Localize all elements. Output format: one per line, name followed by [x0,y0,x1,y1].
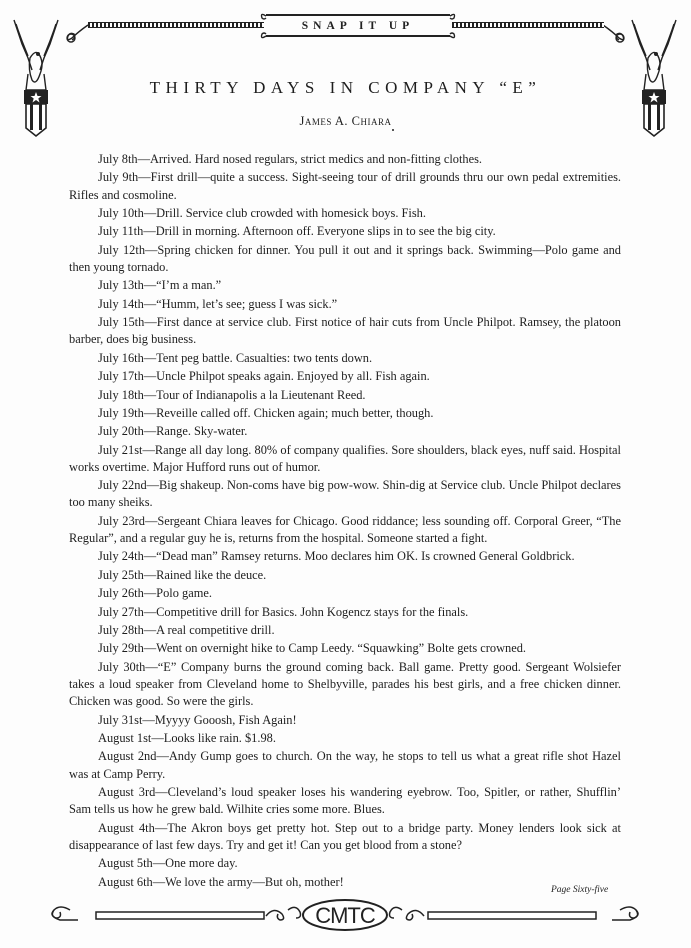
diary-entry: August 3rd—Cleveland’s loud speaker loses his wandering eyebrow. Too, Spitler, or rather, Shufflin’ Sam tells us how he grew bald. Wilhite cries some more. Blues. [69,784,621,817]
diary-entry: July 8th—Arrived. Hard nosed regulars, strict medics and non-fitting clothes. [98,152,483,166]
diary-entry: July 20th—Range. Sky-water. [98,424,248,439]
footer-ornament [0,896,691,936]
diary-entry: July 18th—Tour of Indianapolis a la Lieutenant Reed. [98,387,366,402]
svg-text:CMTC: CMTC [315,903,375,928]
running-title: SNAP IT UP [266,14,450,37]
cmtc-emblem-icon [0,896,691,936]
diary-entry: August 5th—One more day. [98,856,238,871]
diary-entry: July 21st—Range all day long. 80% of company qualifies. Sore shoulders, black eyes, nuff said. Hospital works overtime. Major Hufford runs out of humor. [69,442,621,474]
diary-entry: July 28th—A real competitive drill. [98,623,275,638]
diary-entry: July 15th—First dance at service club. First notice of hair cuts from Uncle Philpot. Ramsey, the platoon barber, does big business. [69,315,621,347]
decorative-dot [392,129,394,131]
diary-entry: July 23rd—Sergeant Chiara leaves for Chicago. Good riddance; less sounding off. Corporal Greer, “The Regular”, and a regular guy he is, returns from the hospital. Someone started a fight. [69,513,621,546]
header-rail-right [452,22,604,28]
diary-entry: July 13th—“I’m a man.” [98,278,222,293]
diary-entry: July 19th—Reveille called off. Chicken again; much better, though. [98,405,434,420]
diary-entry: July 14th—“Humm, let’s see; guess I was sick.” [98,296,338,311]
diary-entry: July 9th—First drill—quite a success. Sight-seeing tour of drill grounds thru our own pedal extremities. Rifles and cosmoline. [69,170,621,202]
article-author: James A. Chiara [299,114,392,128]
article-body [69,151,621,892]
diary-entry: July 30th—“E” Company burns the ground coming back. Ball game. Pretty good. Sergeant Wolsiefer takes a loud speaker from Cleveland home to Shelbyville, parades his best girls, and a free chicken dinner. Chicken was good. So were the girls. [69,659,621,709]
diary-entry: August 2nd—Andy Gump goes to church. On the way, he stops to tell us what a great rifle shot Hazel was at Camp Perry. [69,749,621,781]
diary-entry: July 17th—Uncle Philpot speaks again. Enjoyed by all. Fish again. [98,369,430,384]
diary-entry: July 12th—Spring chicken for dinner. You pull it out and it springs back. Swimming—Polo game and then young tornado. [69,242,621,274]
diary-entry: July 24th—“Dead man” Ramsey returns. Moo declares him OK. Is crowned General Goldbrick. [98,549,575,564]
diary-entry: July 29th—Went on overnight hike to Camp Leedy. “Squawking” Bolte gets crowned. [98,641,527,656]
diary-entry: July 11th—Drill in morning. Afternoon off. Everyone slips in to see the big city. [98,224,496,239]
article-title: THIRTY DAYS IN COMPANY “E” [149,78,542,97]
diary-entry: August 1st—Looks like rain. $1.98. [98,731,276,745]
diary-entry: July 27th—Competitive drill for Basics. John Kogencz stays for the finals. [98,604,469,619]
diary-entry: July 16th—Tent peg battle. Casualties: two tents down. [98,350,373,365]
header-rail-left [88,22,264,28]
diary-entry: July 25th—Rained like the deuce. [98,567,267,582]
diary-entry: July 26th—Polo game. [98,586,212,601]
diary-entry: August 6th—We love the army—But oh, mother! [98,874,344,889]
diary-entry: July 31st—Myyyy Gooosh, Fish Again! [98,712,297,727]
diary-entry: July 22nd—Big shakeup. Non-coms have big pow-wow. Shin-dig at Service club. Uncle Philpot declares too many sheiks. [69,478,621,510]
diary-entry: July 10th—Drill. Service club crowded with homesick boys. Fish. [98,205,426,220]
header-banner [60,10,631,46]
diary-entry: August 4th—The Akron boys get pretty hot. Step out to a bridge party. Money lenders look sick at disappearance of last few days. Try and get it! Can you get blood from a stone? [69,820,621,852]
page-number: Page Sixty-five [551,885,609,895]
